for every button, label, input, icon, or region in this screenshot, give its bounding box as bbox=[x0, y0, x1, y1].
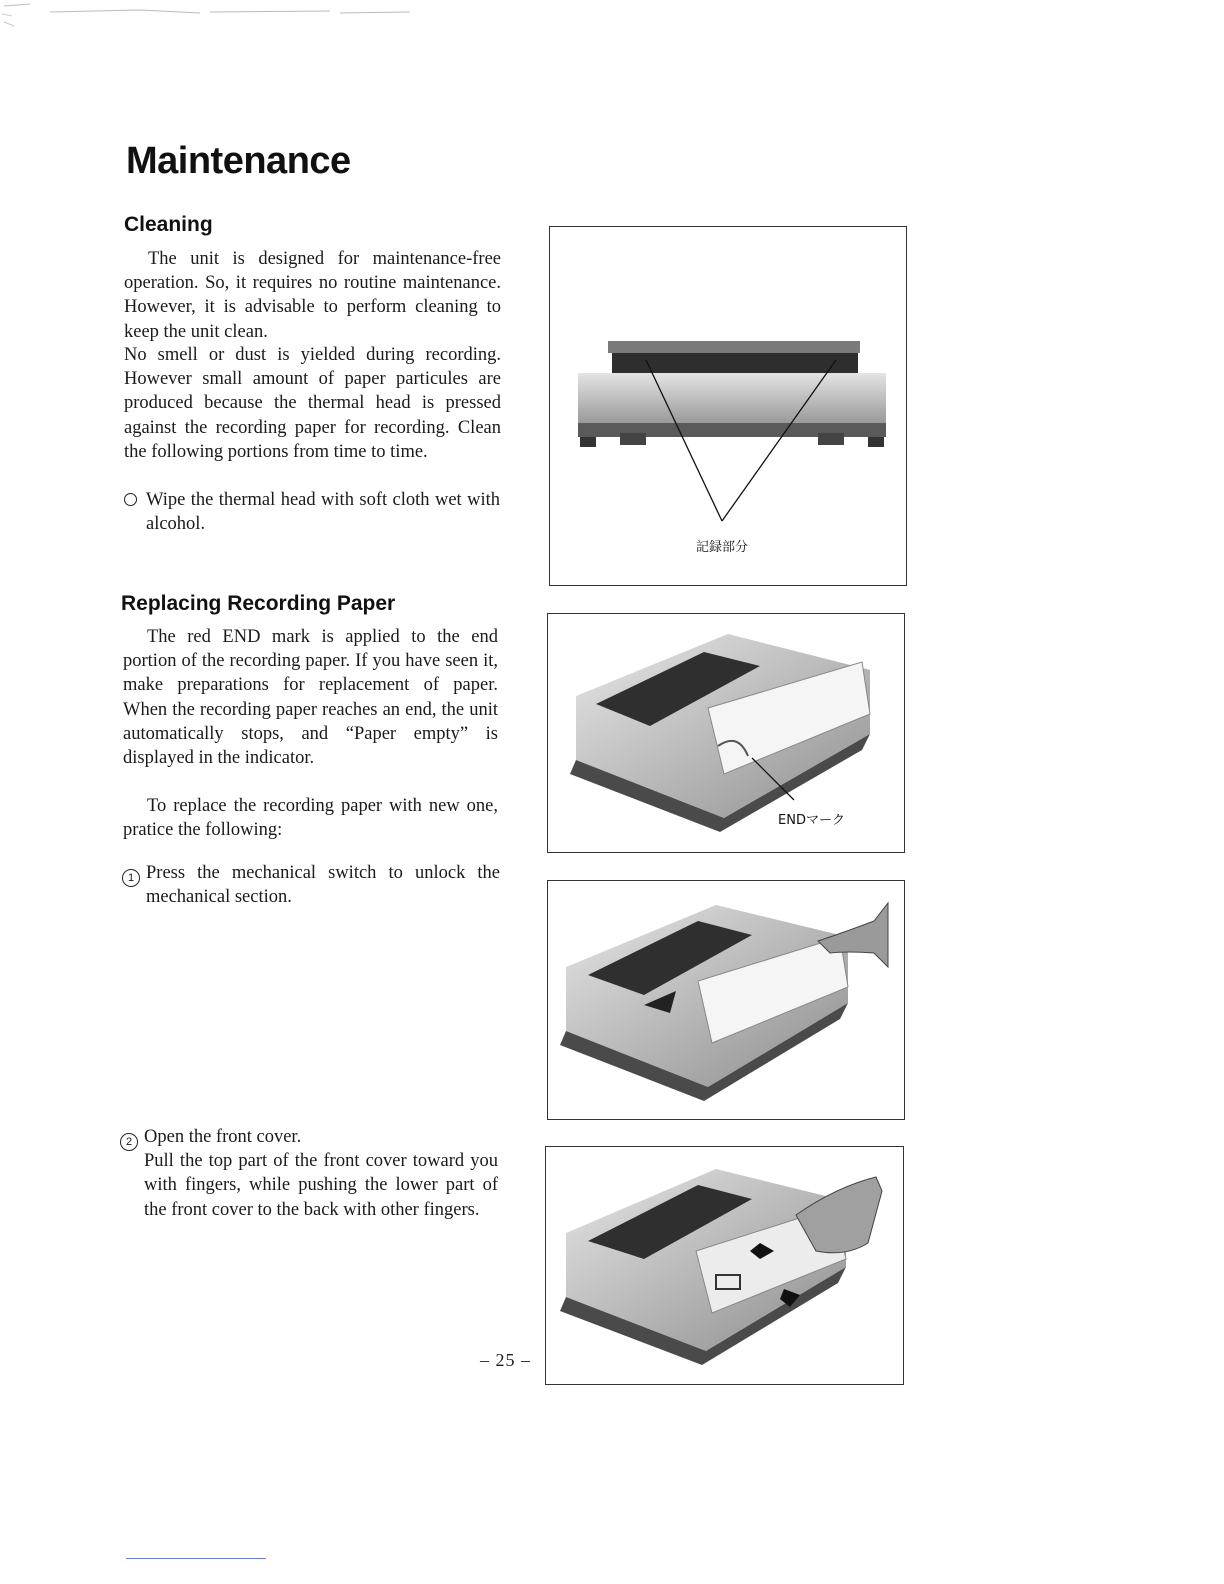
figure-mechanical-switch bbox=[547, 880, 905, 1120]
replacing-paragraph-2 bbox=[123, 794, 498, 842]
step-2-text bbox=[144, 1125, 498, 1222]
page-number: – 25 – bbox=[480, 1350, 531, 1370]
scan-artifact-line bbox=[126, 1558, 266, 1559]
circle-bullet-icon bbox=[124, 488, 137, 513]
thermal-head-illustration bbox=[550, 227, 906, 585]
end-mark-illustration bbox=[548, 614, 904, 852]
step-2-detail: Pull the top part of the front cover toward you with fingers, while pushing the lower part of the front cover to the back with other fingers. bbox=[144, 1151, 498, 1220]
step-number-1: 1 bbox=[122, 864, 140, 888]
figure-end-mark bbox=[547, 613, 905, 853]
recorder-lid bbox=[608, 341, 860, 353]
replacing-paragraph-1 bbox=[123, 625, 498, 770]
recording-section-label: 記録部分 bbox=[696, 540, 749, 555]
replacing-paragraph-1-text: The red END mark is applied to the end portion of the recording paper. If you have seen it, make preparations for replacement of paper. When the recording paper reaches an end, the unit automatically stops, and “Paper empty” is displayed in the indicator. bbox=[123, 627, 498, 769]
cleaning-paragraph-1-text: The unit is designed for maintenance-free operation. So, it requires no routine maintenance. However, it is advisable to perform cleaning to keep the unit clean. bbox=[124, 249, 501, 342]
mechanical-switch-illustration bbox=[548, 881, 904, 1119]
cleaning-paragraph-2: No smell or dust is yielded during recording. However small amount of paper particules are produced because the thermal head is pressed against the recording paper for recording. Clean the following portions from time to time. bbox=[124, 345, 501, 462]
cleaning-bullet-text: Wipe the thermal head with soft cloth wet with alcohol. bbox=[146, 490, 500, 535]
scan-artifact bbox=[0, 0, 420, 30]
step-2-title: Open the front cover. bbox=[144, 1127, 302, 1147]
end-mark-label: ENDマーク bbox=[778, 813, 845, 828]
replacing-paragraph-2-text: To replace the recording paper with new one, pratice the following: bbox=[123, 796, 498, 841]
figure-thermal-head bbox=[549, 226, 907, 586]
step-number-2: 2 bbox=[120, 1128, 138, 1152]
step-1-text: Press the mechanical switch to unlock the mechanical section. bbox=[146, 863, 500, 908]
recorder-body bbox=[578, 373, 886, 423]
recording-slot bbox=[612, 353, 858, 375]
figure-open-front-cover bbox=[545, 1146, 904, 1385]
cleaning-heading: Cleaning bbox=[124, 213, 213, 236]
open-front-cover-illustration bbox=[546, 1147, 903, 1384]
cleaning-paragraph-1 bbox=[124, 247, 501, 344]
page-title: Maintenance bbox=[126, 140, 351, 182]
replacing-heading: Replacing Recording Paper bbox=[121, 592, 396, 615]
